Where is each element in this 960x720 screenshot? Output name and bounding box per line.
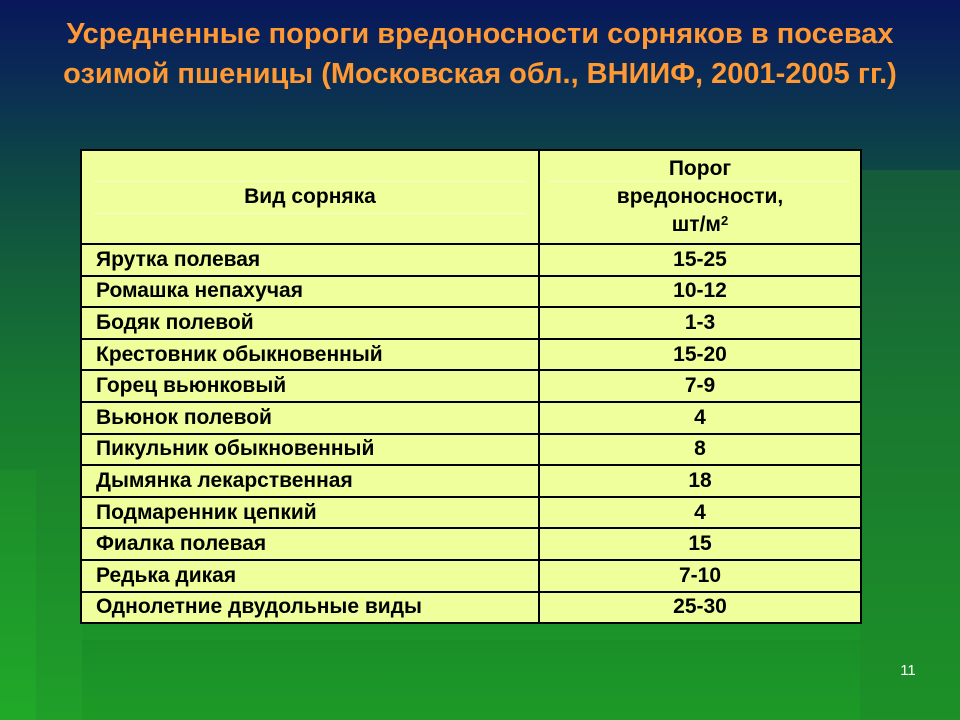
weed-name-cell: Крестовник обыкновенный [81, 339, 539, 371]
threshold-table-container [80, 149, 860, 624]
header-unit-superscript: 2 [720, 213, 729, 228]
weed-name-cell: Вьюнок полевой [81, 402, 539, 434]
threshold-value-cell: 4 [539, 497, 861, 529]
table-row [81, 560, 861, 592]
threshold-value-cell: 1-3 [539, 307, 861, 339]
threshold-value-cell: 10-12 [539, 276, 861, 308]
background-block-right [860, 170, 960, 720]
header-threshold-line1: Порог [668, 157, 732, 180]
weed-name-cell: Ромашка непахучая [81, 276, 539, 308]
threshold-table [80, 149, 862, 624]
table-row [81, 528, 861, 560]
header-harm-threshold [539, 150, 861, 244]
background-strip-left [36, 470, 82, 720]
table-row [81, 244, 861, 276]
threshold-value-cell: 15-20 [539, 339, 861, 371]
weed-name-cell: Горец вьюнковый [81, 370, 539, 402]
threshold-value-cell: 15 [539, 528, 861, 560]
table-row [81, 276, 861, 308]
header-unit-text: шт/м [671, 213, 721, 236]
table-row [81, 497, 861, 529]
table-row [81, 402, 861, 434]
slide-title: Усредненные пороги вредоносности сорняков в посевах озимой пшеницы (Московская обл., ВНИИФ, 2001-2005 гг.) [63, 18, 897, 90]
table-header-row [81, 150, 861, 244]
header-threshold-unit [540, 211, 860, 239]
threshold-value-cell: 18 [539, 465, 861, 497]
table-row [81, 434, 861, 466]
threshold-value-cell: 7-9 [539, 370, 861, 402]
table-row [81, 307, 861, 339]
threshold-value-cell: 7-10 [539, 560, 861, 592]
threshold-value-cell: 15-25 [539, 244, 861, 276]
page-number: 11 [900, 662, 916, 679]
weed-name-cell: Подмаренник цепкий [81, 497, 539, 529]
header-weed-species: Вид сорняка [81, 150, 539, 244]
weed-name-cell: Дымянка лекарственная [81, 465, 539, 497]
weed-name-cell: Однолетние двудольные виды [81, 592, 539, 624]
header-threshold-line2: вредоносности, [616, 185, 784, 208]
table-row [81, 370, 861, 402]
weed-name-cell: Ярутка полевая [81, 244, 539, 276]
threshold-value-cell: 4 [539, 402, 861, 434]
weed-name-cell: Редька дикая [81, 560, 539, 592]
weed-name-cell: Пикульник обыкновенный [81, 434, 539, 466]
background-block-bottom [82, 640, 860, 720]
table-row [81, 339, 861, 371]
table-row [81, 592, 861, 624]
table-row [81, 465, 861, 497]
weed-name-cell: Бодяк полевой [81, 307, 539, 339]
weed-name-cell: Фиалка полевая [81, 528, 539, 560]
threshold-value-cell: 25-30 [539, 592, 861, 624]
threshold-value-cell: 8 [539, 434, 861, 466]
